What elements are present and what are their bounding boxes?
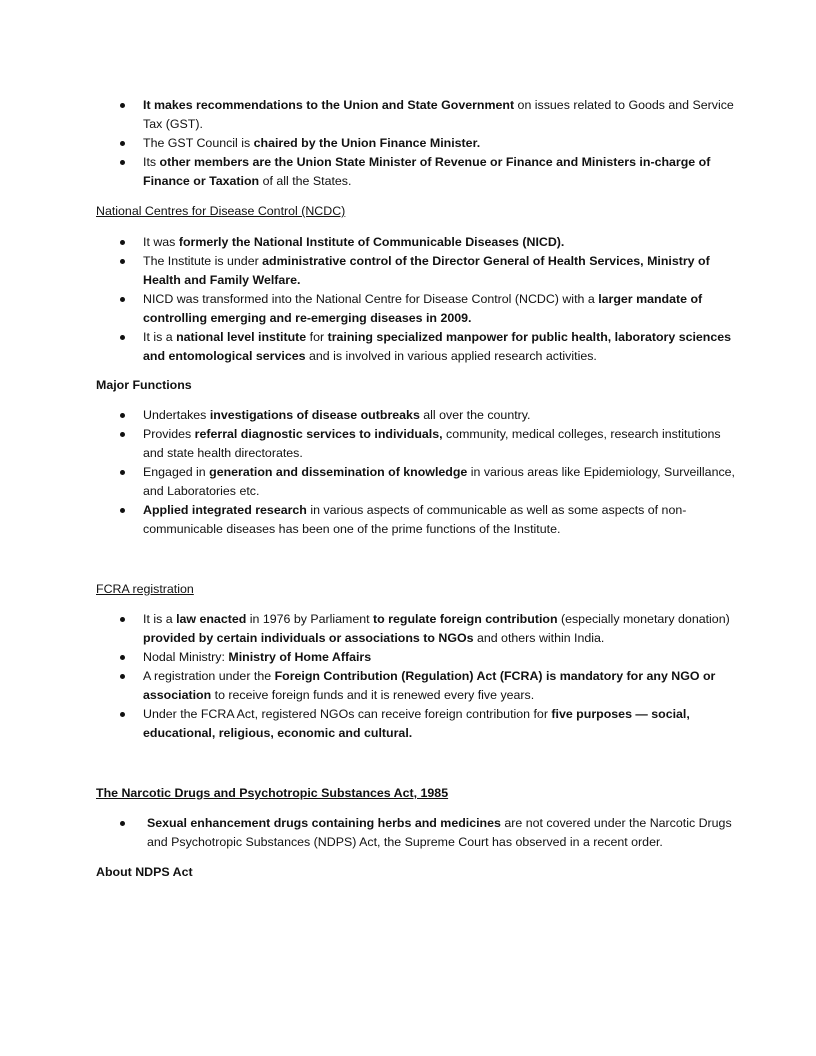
fcra-bullet-list <box>96 610 736 743</box>
ncdc-bullet-2 <box>96 252 736 290</box>
bold-text: law enacted <box>176 612 247 626</box>
gst-bullet-1 <box>96 96 736 134</box>
text: all over the country. <box>419 408 531 422</box>
text: in various areas like Epidemiology, Surveillance, and Laboratories etc. <box>143 465 735 498</box>
text: NICD was transformed into the National Centre for Disease Control (NCDC) with a <box>143 292 599 306</box>
functions-bullet-1 <box>96 406 736 425</box>
text: It is a <box>143 330 177 344</box>
ndps-heading <box>96 784 736 803</box>
text: Under the FCRA Act, registered NGOs can receive foreign contribution for <box>143 707 552 721</box>
bold-text: provided by certain individuals or associations to NGOs <box>143 631 474 645</box>
text: community, medical colleges, research institutions and state health directorates. <box>143 427 721 460</box>
bold-text: Major Functions <box>96 378 192 392</box>
bold-text: to regulate foreign contribution <box>373 612 558 626</box>
fcra-bullet-1 <box>96 610 736 648</box>
text: A registration under the <box>143 669 275 683</box>
text: (especially monetary donation) <box>557 612 730 626</box>
ncdc-bullet-4 <box>96 328 736 366</box>
gst-bullet-list <box>96 96 736 191</box>
bold-text: five purposes — social, educational, religious, economic and cultural. <box>143 707 690 740</box>
bold-text: chaired by the Union Finance Minister. <box>253 136 481 150</box>
text: The GST Council is <box>143 136 254 150</box>
fcra-bullet-2 <box>96 648 736 667</box>
text: in various aspects of communicable as well as some aspects of non-communicable diseases has been one of the prime functions of the Institute. <box>143 503 687 536</box>
text: It was <box>143 235 179 249</box>
gst-section <box>96 96 736 191</box>
bold-text: It makes recommendations to the Union and State Government <box>143 98 515 112</box>
bold-text: generation and dissemination of knowledge <box>209 465 468 479</box>
text: of all the States. <box>259 174 352 188</box>
ndps-bullet-1 <box>96 814 736 852</box>
fcra-bullet-3 <box>96 667 736 705</box>
ncdc-bullet-list <box>96 233 736 366</box>
text: Engaged in <box>143 465 210 479</box>
fcra-section <box>96 580 736 743</box>
text: for <box>306 330 328 344</box>
text: on issues related to Goods and Service Tax (GST). <box>143 98 734 131</box>
bold-text: formerly the National Institute of Communicable Diseases (NICD). <box>178 235 565 249</box>
functions-bullet-2 <box>96 425 736 463</box>
bold-text: referral diagnostic services to individuals, <box>194 427 443 441</box>
fcra-bullet-4 <box>96 705 736 743</box>
gst-bullet-3 <box>96 153 736 191</box>
text: are not covered under the Narcotic Drugs and Psychotropic Substances (NDPS) Act, the Supreme Court has observed in a recent order. <box>147 816 732 849</box>
bold-text: training specialized manpower for public health, laboratory sciences and entomological services <box>143 330 732 363</box>
bold-text: other members are the Union State Minister of Revenue or Finance and Ministers in-charge of Finance or Taxation <box>143 155 711 188</box>
ncdc-bullet-1 <box>96 233 736 252</box>
text: The Institute is under <box>143 254 263 268</box>
bold-text: About NDPS Act <box>96 865 193 879</box>
text: It is a <box>143 612 177 626</box>
functions-section <box>96 376 736 539</box>
functions-bullet-4 <box>96 501 736 539</box>
text: Nodal Ministry: <box>143 650 229 664</box>
gst-bullet-2 <box>96 134 736 153</box>
bold-text: national level institute <box>176 330 307 344</box>
bold-text: investigations of disease outbreaks <box>209 408 420 422</box>
bold-text: Sexual enhancement drugs containing herbs and medicines <box>147 816 501 830</box>
functions-bullet-list <box>96 406 736 539</box>
text: Provides <box>143 427 195 441</box>
ndps-section <box>96 784 736 882</box>
ncdc-bullet-3 <box>96 290 736 328</box>
ndps-about-heading <box>96 863 736 882</box>
bold-text: Applied integrated research <box>143 503 307 517</box>
text: in 1976 by Parliament <box>246 612 374 626</box>
bold-text: The Narcotic Drugs and Psychotropic Substances Act, 1985 <box>96 786 449 800</box>
text: to receive foreign funds and it is renewed every five years. <box>211 688 535 702</box>
text: Undertakes <box>143 408 210 422</box>
functions-heading <box>96 376 736 395</box>
functions-bullet-3 <box>96 463 736 501</box>
bold-text: larger mandate of controlling emerging and re-emerging diseases in 2009. <box>143 292 703 325</box>
ncdc-section <box>96 202 736 366</box>
text: and others within India. <box>473 631 605 645</box>
ncdc-heading: National Centres for Disease Control (NCDC) <box>96 204 346 218</box>
bold-text: Ministry of Home Affairs <box>228 650 372 664</box>
bold-text: Foreign Contribution (Regulation) Act (FCRA) is mandatory for any NGO or association <box>143 669 716 702</box>
fcra-heading: FCRA registration <box>96 582 194 596</box>
bold-text: administrative control of the Director General of Health Services, Ministry of Health and Family Welfare. <box>143 254 710 287</box>
text: Its <box>143 155 160 169</box>
text: and is involved in various applied research activities. <box>305 349 597 363</box>
ndps-bullet-list <box>96 814 736 852</box>
